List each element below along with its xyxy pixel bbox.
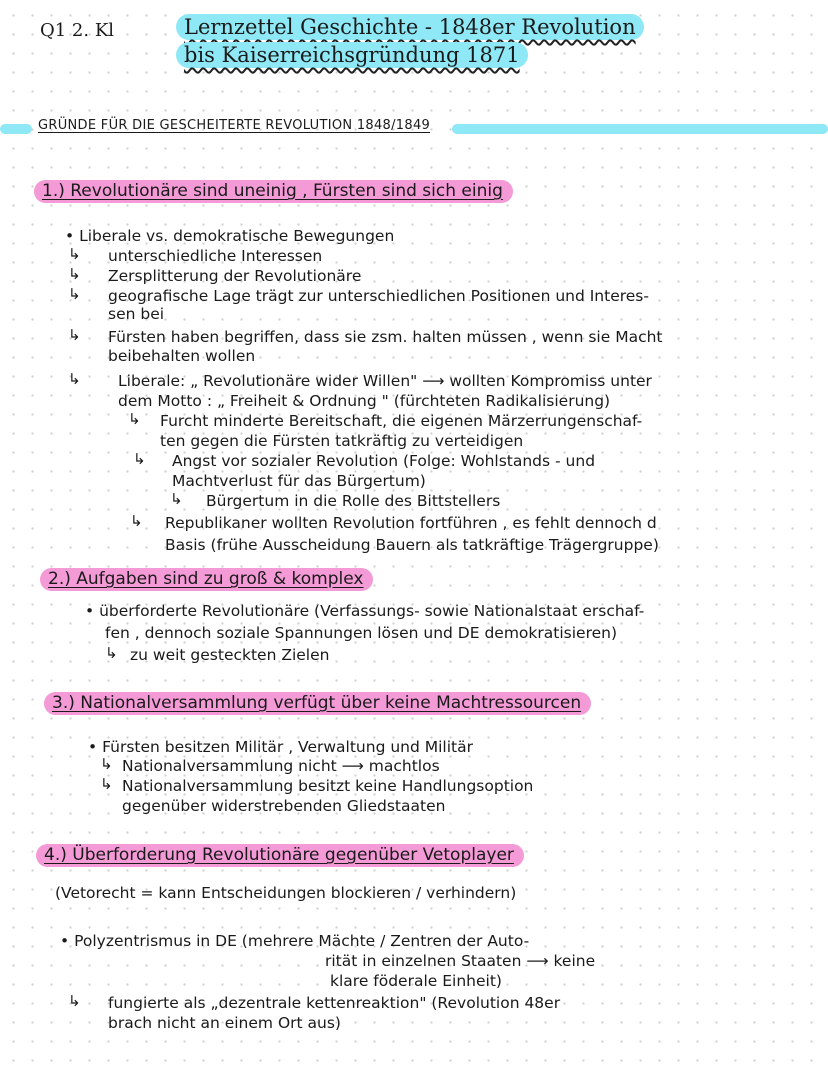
note-line: brach nicht an einem Ort aus) (108, 1014, 341, 1032)
note-line: sen bei (108, 305, 165, 323)
arrow-icon: ↳ (68, 370, 81, 388)
note-line: geografische Lage trägt zur unterschiedlichen Positionen und Interes- (108, 287, 649, 305)
note-line: Liberale: „ Revolutionäre wider Willen" ⟶ wollten Kompromiss unter (118, 372, 652, 390)
arrow-icon: ↳ (128, 410, 141, 428)
note-line: • überforderte Revolutionäre (Verfassungs- sowie Nationalstaat erschaf- (85, 602, 645, 620)
note-line: Fürsten haben begriffen, dass sie zsm. halten müssen , wenn sie Macht (108, 328, 663, 346)
note-line: ten gegen die Fürsten tatkräftig zu verteidigen (160, 432, 524, 450)
heading-1: 1.) Revolutionäre sind uneinig , Fürsten sind sich einig (34, 180, 513, 203)
arrow-icon: ↳ (68, 265, 81, 283)
note-line: gegenüber widerstrebenden Gliedstaaten (122, 797, 446, 815)
note-line: rität in einzelnen Staaten ⟶ keine (325, 952, 596, 970)
note-line: fen , dennoch soziale Spannungen lösen und DE demokratisieren) (105, 624, 618, 642)
note-line: beibehalten wollen (108, 347, 256, 365)
note-line: • Polyzentrismus in DE (mehrere Mächte / Zentren der Auto- (60, 932, 530, 950)
heading-2: 2.) Aufgaben sind zu groß & komplex (40, 568, 373, 591)
note-line: Republikaner wollten Revolution fortführen , es fehlt dennoch d (165, 514, 657, 532)
page-title-line-1: Lernzettel Geschichte - 1848er Revolution (176, 14, 644, 40)
arrow-icon: ↳ (68, 326, 81, 344)
arrow-icon: ↳ (68, 285, 81, 303)
note-line: zu weit gesteckten Zielen (130, 646, 330, 664)
note-line: Nationalversammlung nicht ⟶ machtlos (122, 757, 440, 775)
course-label: Q1 2. Kl (40, 20, 115, 41)
note-line: • Liberale vs. demokratische Bewegungen (65, 227, 395, 245)
note-line: Furcht minderte Bereitschaft, die eigenen Märzerrungenschaf- (160, 412, 643, 430)
arrow-icon: ↳ (170, 490, 183, 508)
note-line: unterschiedliche Interessen (108, 247, 323, 265)
note-line: (Vetorecht = kann Entscheidungen blockieren / verhindern) (55, 884, 517, 902)
note-line: dem Motto : „ Freiheit & Ordnung " (fürchteten Radikalisierung) (118, 392, 611, 410)
arrow-icon: ↳ (68, 992, 81, 1010)
note-line: • Fürsten besitzen Militär , Verwaltung und Militär (88, 738, 473, 756)
note-line: klare föderale Einheit) (330, 972, 502, 990)
note-line: Zersplitterung der Revolutionäre (108, 267, 362, 285)
section-title: GRÜNDE FÜR DIE GESCHEITERTE REVOLUTION 1848/1849 (38, 118, 431, 133)
note-line: Machtverlust für das Bürgertum) (172, 472, 426, 490)
note-line: fungierte als „dezentrale kettenreaktion" (Revolution 48er (108, 994, 561, 1012)
arrow-icon: ↳ (133, 450, 146, 468)
page-title-line-2: bis Kaiserreichsgründung 1871 (176, 42, 528, 68)
arrow-icon: ↳ (130, 512, 143, 530)
heading-3: 3.) Nationalversammlung verfügt über keine Machtressourcen (44, 692, 591, 715)
arrow-icon: ↳ (68, 245, 81, 263)
section-bar-left (0, 124, 32, 134)
note-line: Angst vor sozialer Revolution (Folge: Wohlstands - und (172, 452, 596, 470)
note-line: Basis (frühe Ausscheidung Bauern als tatkräftige Trägergruppe) (165, 536, 659, 554)
note-line: Nationalversammlung besitzt keine Handlungsoption (122, 777, 534, 795)
note-line: Bürgertum in die Rolle des Bittstellers (206, 492, 501, 510)
arrow-icon: ↳ (100, 775, 113, 793)
section-bar-right (452, 124, 828, 134)
arrow-icon: ↳ (100, 755, 113, 773)
arrow-icon: ↳ (105, 644, 118, 662)
heading-4: 4.) Überforderung Revolutionäre gegenüber Vetoplayer (36, 844, 524, 867)
